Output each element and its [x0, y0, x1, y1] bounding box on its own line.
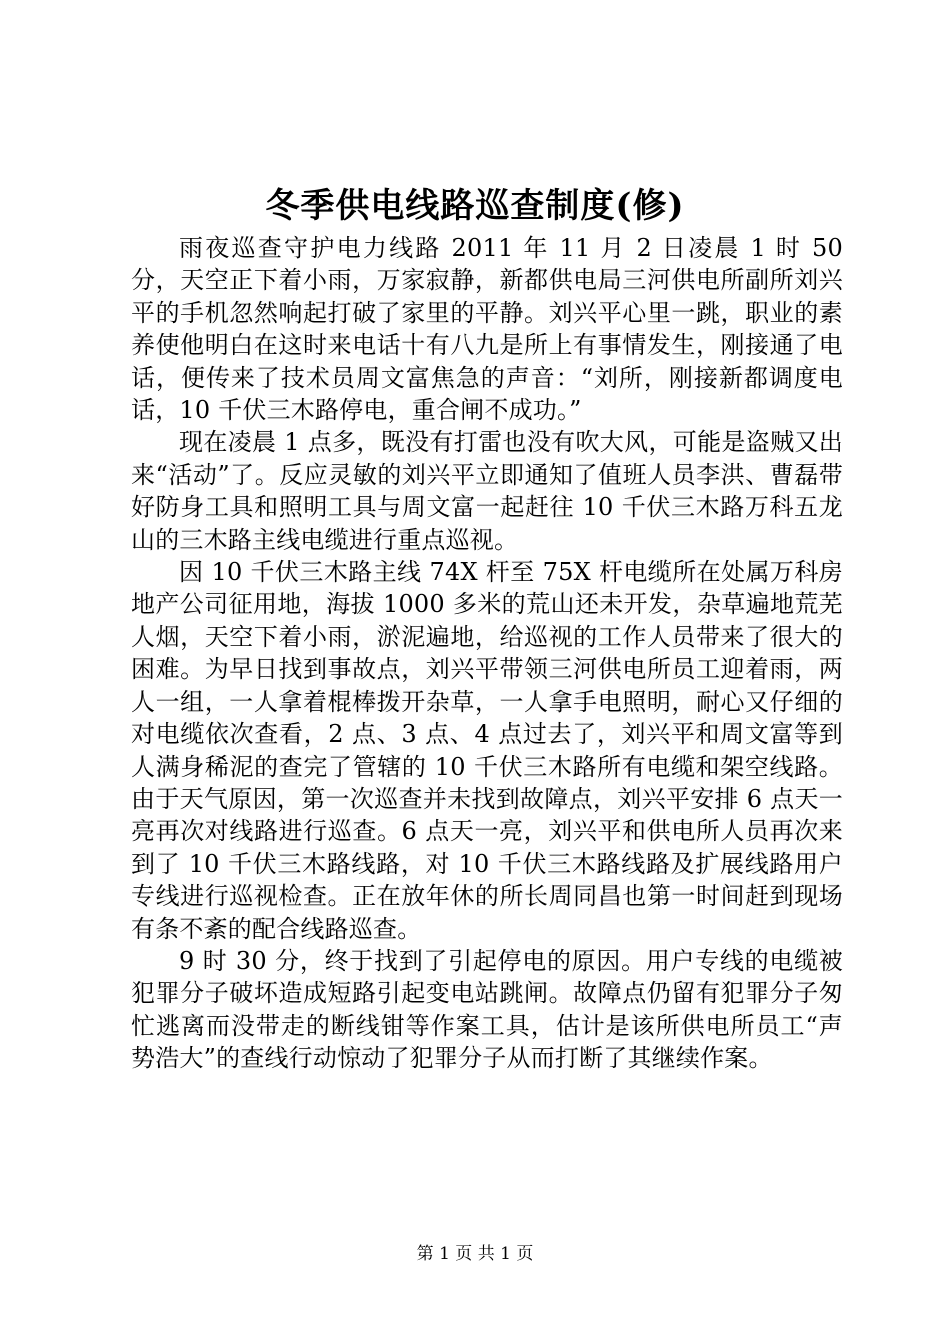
document-title: 冬季供电线路巡查制度(修)	[265, 186, 685, 226]
document-body	[131, 232, 843, 1075]
paragraph: 现在凌晨 1 点多，既没有打雷也没有吹大风，可能是盗贼又出来“活动”了。反应灵敏的刘兴平立即通知了值班人员李洪、曹磊带好防身工具和照明工具与周文富一起赶往 10 千伏三木路万科五龙山的三木路主线电缆进行重点巡视。	[131, 428, 843, 554]
paragraph: 9 时 30 分，终于找到了引起停电的原因。用户专线的电缆被犯罪分子破坏造成短路引起变电站跳闸。故障点仍留有犯罪分子匆忙逃离而没带走的断线钳等作案工具，估计是该所供电所员工“声势浩大”的查线行动惊动了犯罪分子从而打断了其继续作案。	[131, 946, 843, 1073]
paragraph: 因 10 千伏三木路主线 74X 杆至 75X 杆电缆所在处属万科房地产公司征用地，海拔 1000 多米的荒山还未开发，杂草遍地荒芜人烟，天空下着小雨，淤泥遍地，给巡视的工作人员带来了很大的困难。为早日找到事故点，刘兴平带领三河供电所员工迎着雨，两人一组，一人拿着棍棒拨开杂草，一人拿手电照明，耐心又仔细的对电缆依次查看，2 点、3 点、4 点过去了，刘兴平和周文富等到人满身稀泥的查完了管辖的 10 千伏三木路所有电缆和架空线路。由于天气原因，第一次巡查并未找到故障点，刘兴平安排 6 点天一亮再次对线路进行巡查。6 点天一亮，刘兴平和供电所人员再次来到了 10 千伏三木路线路，对 10 千伏三木路线路及扩展线路用户专线进行巡视检查。正在放年休的所长周同昌也第一时间赶到现场有条不紊的配合线路巡查。	[131, 558, 843, 943]
paragraph: 雨夜巡查守护电力线路 2011 年 11 月 2 日凌晨 1 时 50 分，天空正下着小雨，万家寂静，新都供电局三河供电所副所刘兴平的手机忽然响起打破了家里的平静。刘兴平心里一跳，职业的素养使他明白在这时来电话十有八九是所上有事情发生，刚接通了电话，便传来了技术员周文富焦急的声音：“刘所，刚接新都调度电话，10 千伏三木路停电，重合闸不成功。”	[131, 234, 843, 425]
page-footer: 第 1 页 共 1 页	[416, 1244, 534, 1264]
